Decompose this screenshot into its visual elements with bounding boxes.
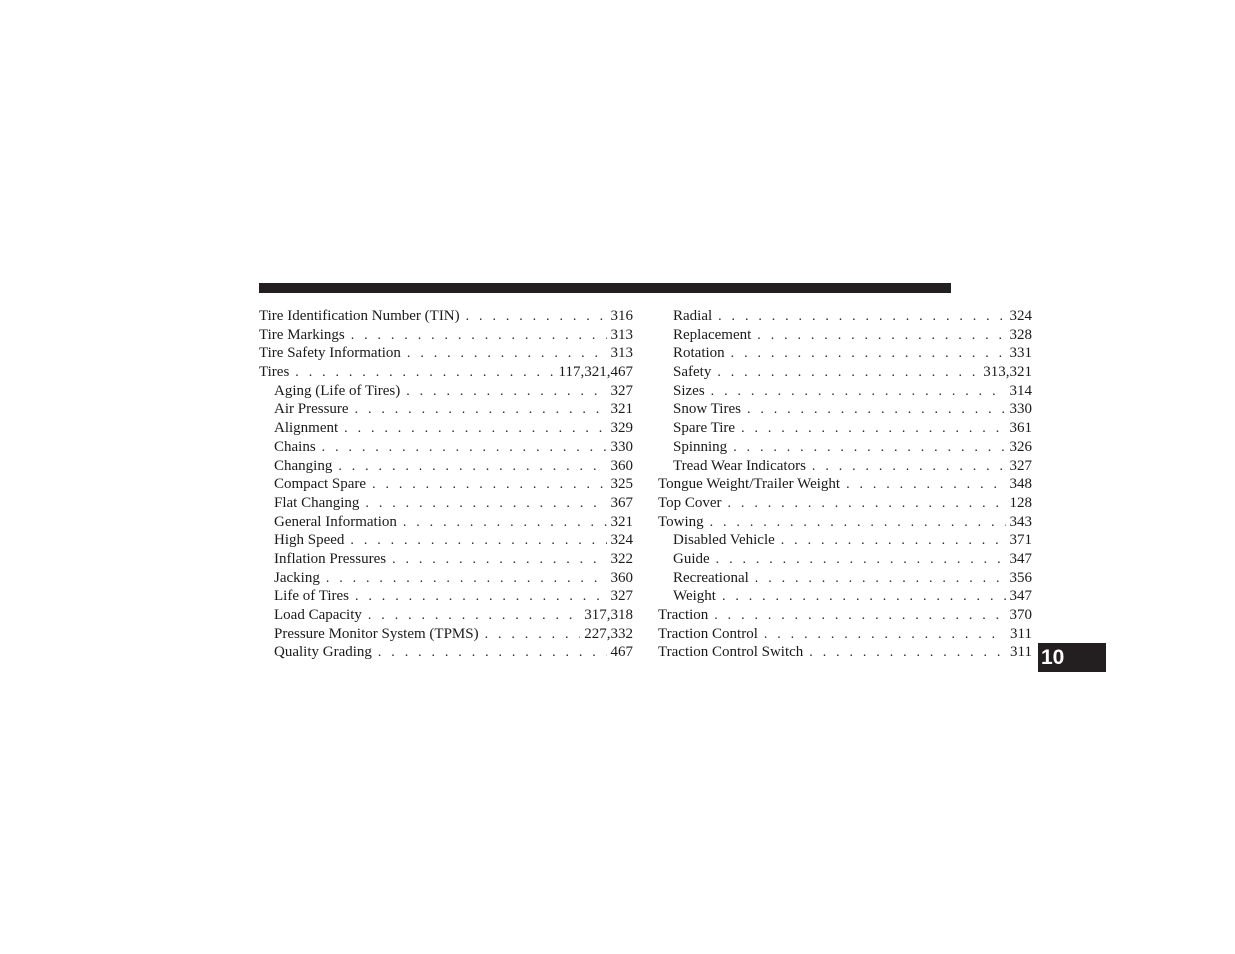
page-reference: 327 [1009,457,1032,474]
page-reference: 325 [610,476,633,493]
index-entry [658,550,1032,569]
dot-leader [350,532,606,550]
page-reference: 117,321,467 [558,364,633,381]
page-reference: 331 [1009,345,1032,362]
page-reference: 330 [1009,401,1032,418]
dot-leader [355,588,607,606]
dot-leader [355,401,607,419]
dot-leader [728,495,1006,513]
dot-leader [722,588,1006,606]
index-entry [658,363,1032,382]
index-entry [259,307,633,326]
index-entry [259,400,633,419]
index-term: Spinning [673,438,728,455]
page-reference: 316 [610,308,633,324]
top-rule [259,283,951,293]
page-reference: 327 [610,382,633,399]
dot-leader [295,364,554,382]
page-reference: 324 [1009,308,1032,324]
index-term: Tires [259,364,290,381]
dot-leader [466,308,607,326]
index-term: Tire Safety Information [259,345,401,362]
page-reference: 347 [1009,588,1032,605]
index-entry [259,363,633,382]
index-term: General Information [274,513,397,530]
chapter-tab: 10 [1038,643,1106,672]
dot-leader [718,308,1005,326]
index-term: Sizes [673,382,705,399]
page-reference: 347 [1009,550,1032,567]
page-reference: 370 [1009,607,1032,623]
page-reference: 314 [1009,382,1032,399]
dot-leader [781,532,1006,550]
dot-leader [322,439,607,457]
index-entry [259,643,633,662]
dot-leader [747,401,1006,419]
index-entry [259,531,633,550]
dot-leader [809,644,1006,662]
index-entry [259,326,633,345]
index-term: Safety [673,364,712,381]
index-entry [259,344,633,363]
dot-leader [710,514,1006,532]
index-term: Inflation Pressures [274,550,387,567]
page-reference: 330 [610,438,633,455]
dot-leader [757,327,1005,345]
page-reference: 313,321 [983,364,1032,381]
page-reference: 361 [1009,420,1032,437]
index-entry [259,494,633,513]
index-entry [259,438,633,457]
dot-leader [368,607,580,625]
index-term: Compact Spare [274,476,367,493]
index-term: Flat Changing [274,494,360,511]
index-term: Load Capacity [274,607,362,623]
dot-leader [326,570,607,588]
page-reference: 328 [1009,326,1032,343]
index-entry [658,494,1032,513]
page-reference: 329 [610,420,633,437]
index-entry [259,513,633,532]
index-entry [259,550,633,569]
index-entry [658,513,1032,532]
page-reference: 360 [610,569,633,586]
dot-leader [372,476,606,494]
page-reference: 322 [610,550,633,567]
index-term: Recreational [673,569,749,586]
index-entry [658,457,1032,476]
index-term: Traction Control [658,625,758,642]
index-entry [658,344,1032,363]
index-column-right [658,307,1032,662]
page-reference: 313 [610,345,633,362]
page-reference: 317,318 [584,607,633,623]
index-term: Tread Wear Indicators [673,457,806,474]
page-reference: 311 [1010,644,1032,661]
index-term: Tire Identification Number (TIN) [259,308,460,324]
index-term: Aging (Life of Tires) [274,382,401,399]
dot-leader [365,495,606,513]
page-reference: 348 [1009,476,1032,493]
dot-leader [392,551,606,569]
index-term: Chains [274,438,316,455]
index-column-left [259,307,633,662]
page-reference: 321 [610,401,633,418]
index-entry [259,587,633,606]
index-term: Replacement [673,326,752,343]
index-term: Top Cover [658,494,722,511]
index-entry [259,569,633,588]
page-reference: 367 [610,494,633,511]
index-term: Quality Grading [274,644,372,661]
dot-leader [764,626,1006,644]
page-reference: 128 [1009,494,1032,511]
index-term: Towing [658,513,704,530]
index-term: Pressure Monitor System (TPMS) [274,625,479,642]
index-entry [658,307,1032,326]
index-term: High Speed [274,532,345,549]
index-entry [658,569,1032,588]
index-entry [658,326,1032,345]
index-term: Jacking [274,569,320,586]
index-entry [259,475,633,494]
dot-leader [485,626,581,644]
index-term: Guide [673,550,710,567]
index-term: Changing [274,457,333,474]
index-term: Spare Tire [673,420,736,437]
index-entry [658,587,1032,606]
dot-leader [812,458,1006,476]
dot-leader [378,644,607,662]
page-reference: 321 [610,513,633,530]
page-reference: 326 [1009,438,1032,455]
index-entry [658,625,1032,644]
index-term: Snow Tires [673,401,741,418]
dot-leader [344,420,606,438]
index-entry [658,643,1032,662]
dot-leader [716,551,1006,569]
index-term: Life of Tires [274,588,349,605]
page-reference: 227,332 [584,625,633,642]
page-reference: 313 [610,326,633,343]
page-reference: 467 [610,644,633,661]
dot-leader [741,420,1005,438]
index-entry [259,382,633,401]
page-reference: 327 [610,588,633,605]
page-reference: 356 [1009,569,1032,586]
dot-leader [755,570,1006,588]
index-entry [658,419,1032,438]
index-term: Disabled Vehicle [673,532,775,549]
page-reference: 360 [610,457,633,474]
dot-leader [407,345,607,363]
index-term: Air Pressure [274,401,349,418]
dot-leader [733,439,1005,457]
index-entry [658,400,1032,419]
index-term: Rotation [673,345,725,362]
index-term: Traction Control Switch [658,644,804,661]
index-entry [658,438,1032,457]
index-entry [658,475,1032,494]
index-term: Tongue Weight/Trailer Weight [658,476,841,493]
dot-leader [406,383,606,401]
index-term: Weight [673,588,716,605]
index-term: Tire Markings [259,326,345,343]
dot-leader [351,327,607,345]
dot-leader [846,476,1005,494]
dot-leader [403,514,607,532]
dot-leader [714,607,1005,625]
index-entry [259,625,633,644]
index-term: Alignment [274,420,339,437]
page-reference: 324 [610,532,633,549]
page-reference: 311 [1010,625,1032,642]
dot-leader [338,458,606,476]
index-entry [259,606,633,625]
index-entry [259,419,633,438]
index-entry [658,531,1032,550]
dot-leader [717,364,979,382]
page-reference: 343 [1009,513,1032,530]
page-reference: 371 [1009,532,1032,549]
dot-leader [731,345,1006,363]
dot-leader [711,383,1006,401]
index-term: Radial [673,308,713,324]
index-entry [658,382,1032,401]
index-entry [658,606,1032,625]
index-term: Traction [658,607,709,623]
index-entry [259,457,633,476]
